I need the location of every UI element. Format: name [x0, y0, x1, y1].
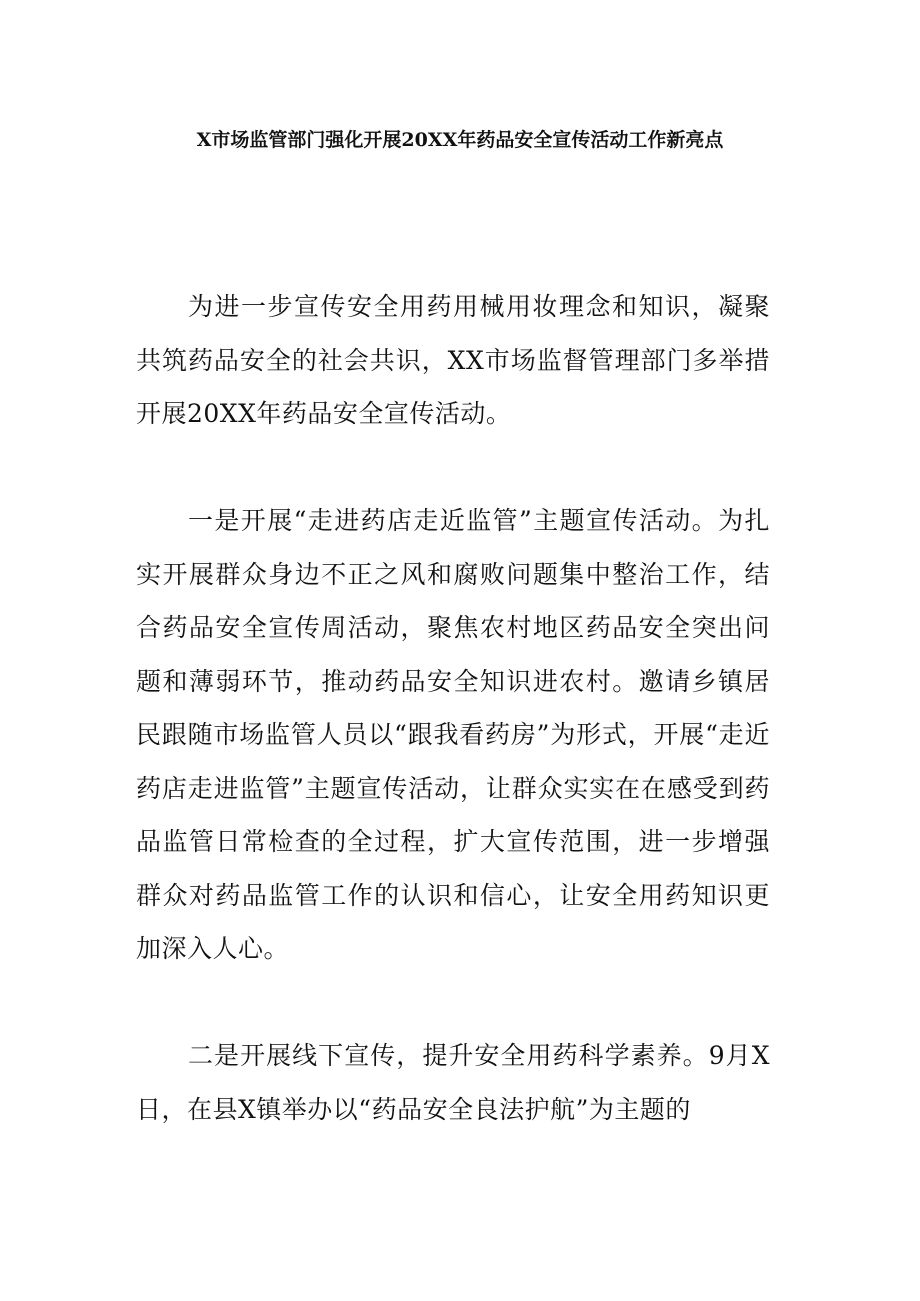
document-title: X市场监管部门强化开展20XX年药品安全宣传活动工作新亮点: [196, 129, 724, 151]
paragraph-intro: 为进一步宣传安全用药用械用妆理念和知识，凝聚共筑药品安全的社会共识，XX市场监督管理部门多举措开展20XX年药品安全宣传活动。: [136, 292, 770, 428]
paragraph-second-measure: 二是开展线下宣传，提升安全用药科学素养。9月X日，在县X镇举办以“药品安全良法护航”为主题的: [136, 1041, 770, 1124]
document-body: [136, 280, 770, 1190]
paragraph-first-measure: 一是开展“走进药店走近监管”主题宣传活动。为扎实开展群众身边不正之风和腐败问题集中整治工作，结合药品安全宣传周活动，聚焦农村地区药品安全突出问题和薄弱环节，推动药品安全知识进农村。邀请乡镇居民跟随市场监管人员以“跟我看药房”为形式，开展“走近药店走进监管”主题宣传活动，让群众实实在在感受到药品监管日常检查的全过程，扩大宣传范围，进一步增强群众对药品监管工作的认识和信心，让安全用药知识更加深入人心。: [136, 506, 770, 963]
